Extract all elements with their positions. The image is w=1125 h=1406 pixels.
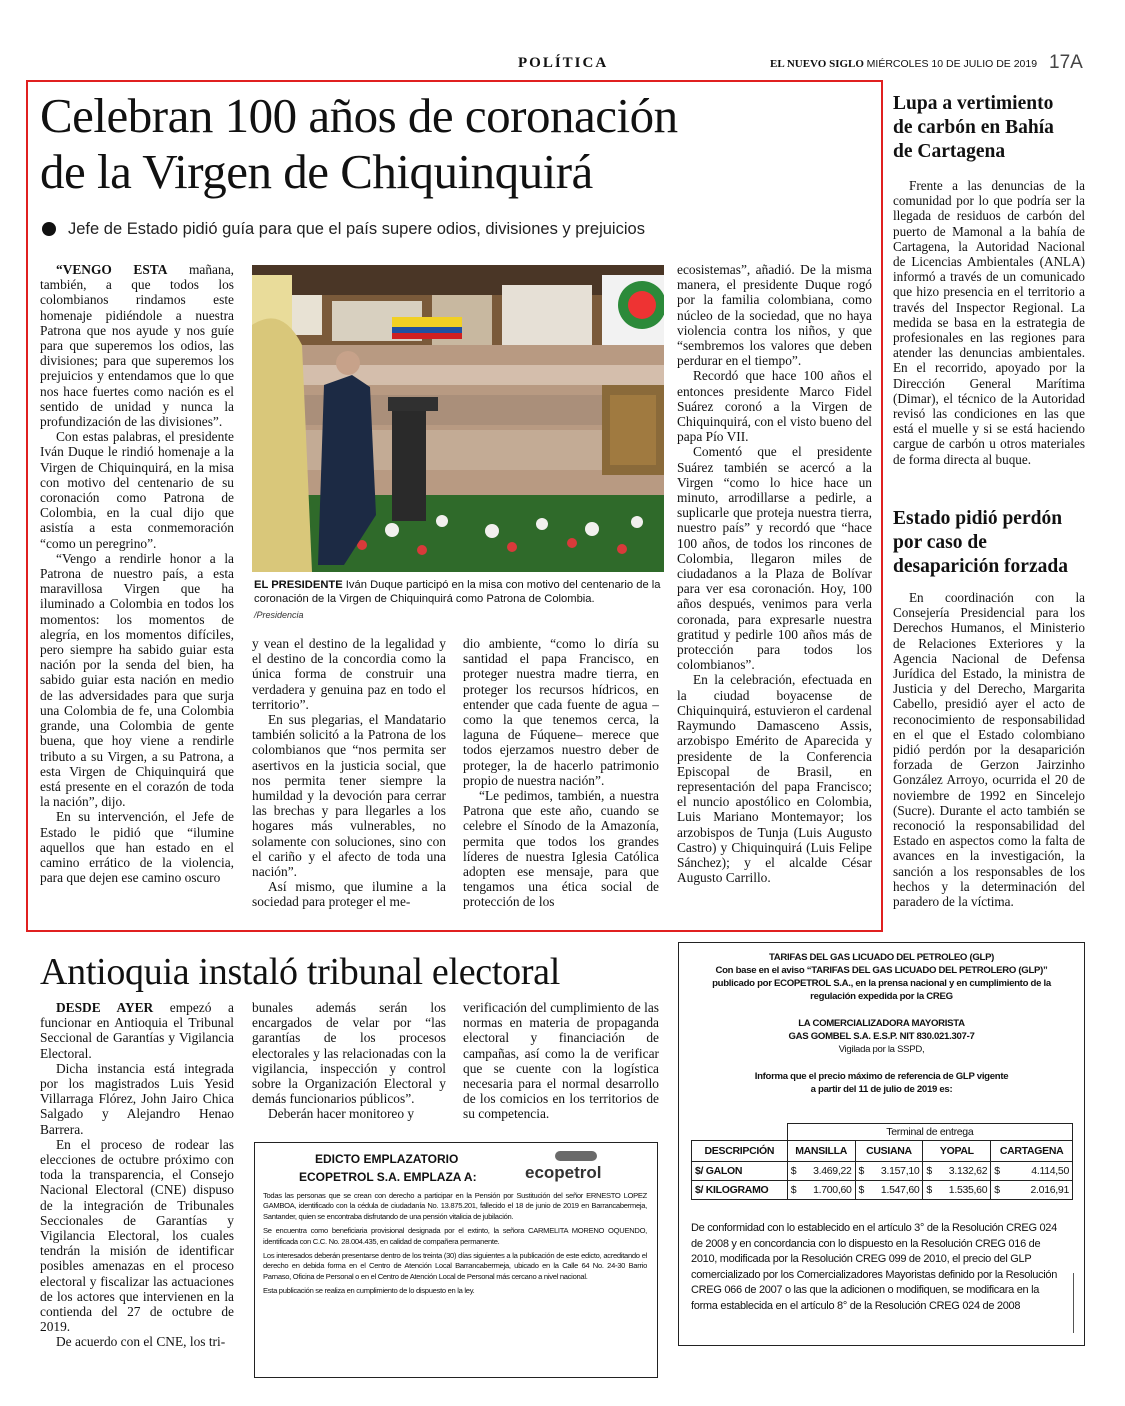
paragraph: ecosistemas”, añadió. De la misma manera, el presidente Duque rogó por la familia colombiana, como núcleo de la sociedad, que no haya violencia contra los niños, y que “sembremos los valores que deben perdurar en el tiempo”. <box>677 262 872 369</box>
main-photo <box>252 265 664 572</box>
table-header-cell: DESCRIPCIÓN <box>692 1141 788 1162</box>
table-cell: 3.157,10 <box>869 1162 923 1181</box>
paragraph: En el proceso de rodear las elecciones de octubre próximo con toda la transparencia, el Consejo Nacional Electoral (CNE) dispuso de la integración de Tribunales Seccionales de Garantías y Vigilancia Electoral, los cuales tendrán la misión de identificar posibles amenazas en el proceso electoral y fiscalizar las actuaciones de los actores que intervienen en la contienda del 27 de octubre de 2019. <box>40 1136 234 1335</box>
table-row <box>692 1162 1073 1181</box>
page-date: MIÉRCOLES 10 DE JULIO DE 2019 <box>866 58 1038 70</box>
table-header-cell: YOPAL <box>923 1141 991 1162</box>
sidebar-heading-2: Estado pidió perdón por caso de desaparición forzada <box>893 508 1068 577</box>
glp-ad-box <box>678 942 1085 1346</box>
paragraph: “Le pedimos, también, a nuestra Patrona que este año, cuando se celebre el Sínodo de la Amazonía, permita que todos los grandes líderes de nuestra Iglesia Católica adopten ese mensaje, para que tengamos una ética social de protección de los <box>463 788 659 910</box>
second-col-1 <box>40 1000 234 1350</box>
page-number: 17A <box>1049 52 1083 73</box>
paragraph: “Vengo a rendirle honor a la Patrona de nuestro país, a esta maravillosa Virgen que ha iluminado a Colombia en todos los momentos: los momentos de alegría, en los momentos difíciles, pero siempre ha sabido guiar esta nación por la senda del bien, ha sabido guiar esta nación en medio de las adversidades para que surja una Colombia de fe, una Colombia grande, una Colombia de gente buena, que hoy viene a rendirle tributo a su Virgen, a su Patrona, a esta Virgen de Chiquinquirá que está presente en el corazón de toda la nación”, dijo. <box>40 550 234 810</box>
paragraph: bunales además serán los encargados de velar por “las garantías de los procesos electorales y las relacionadas con la vigilancia, inspección y control sobre la Organización Electoral y demás funcionarios públicos”. <box>252 1000 446 1107</box>
second-col-2 <box>252 1000 446 1122</box>
edicto-body <box>263 1191 647 1297</box>
sidebar-body-2 <box>893 590 1085 909</box>
paragraph: Dicha instancia está integrada por los magistrados Luis Yesid Villarraga Flórez, John Jairo Chica Salgado y Alejandro Henao Barrera. <box>40 1060 234 1137</box>
section-label: POLÍTICA <box>518 55 609 71</box>
glp-inform-2: a partir del 11 de julio de 2019 es: <box>810 1084 953 1095</box>
paragraph: En sus plegarias, el Mandatario también solicitó a la Patrona de los colombianos que “nos permita ser asertivos en la justicia social, que nos permita tener siempre la humildad y la devoción para cerrar las brechas y para llegarles a los hogares más vulnerables, no solamente con soluciones, sino con el cariño y el afecto de toda una nación”. <box>252 712 446 880</box>
title-line-1: Celebran 100 años de coronación <box>40 88 678 143</box>
glp-intro-1: Con base en el aviso “TARIFAS DEL GAS LICUADO DEL PETROLERO (GLP)” <box>715 965 1048 976</box>
paragraph: verificación del cumplimiento de las normas en materia de propaganda electoral y financiación de campañas, así como la de verificar que se cuente con la logística necesaria para el normal desarrollo de los comicios en los territorios de su competencia. <box>463 1000 659 1122</box>
bullet-icon <box>42 222 56 236</box>
sidebar-body-1 <box>893 178 1085 467</box>
ecopetrol-logo <box>525 1163 602 1183</box>
edicto-box <box>254 1142 658 1378</box>
glp-intro-2: publicado por ECOPETROL S.A., en la prensa nacional y en cumplimiento de la <box>712 978 1051 989</box>
glp-intro-3: regulación expedida por la CREG <box>810 991 953 1002</box>
paragraph: Todas las personas que se crean con derecho a participar en la Pensión por Sustitución del señor ERNESTO LOPEZ GAMBOA, identificado con la cédula de ciudadanía No. 13.875.201, fallecido el 18 de junio de 2019 en Barrancabermeja, Santander, quien se encontraba disfrutando de una pensión vitalicia de jubilación. <box>263 1191 647 1221</box>
main-article-subtitle <box>42 220 645 239</box>
paragraph: empezó a funcionar en Antioquia el Tribunal Seccional de Garantías y Vigilancia Electoral. <box>40 1000 234 1061</box>
paragraph: dio ambiente, “como lo diría su santidad el papa Francisco, en proteger nuestra madre tierra, en proteger los recursos hídricos, en entender que cada fuente de agua –como la que tenemos cerca, la laguna de Fúquene– merece que todos ejerzamos nuestro deber de proteger, la de hacerlo patrimonio propio de nuestra nación”. <box>463 636 659 788</box>
table-cell: $ <box>855 1162 869 1181</box>
table-cell: 1.535,60 <box>937 1181 991 1200</box>
glp-inform-1: Informa que el precio máximo de referencia de GLP vigente <box>754 1071 1009 1082</box>
table-cell: $ <box>923 1181 937 1200</box>
table-cell: 1.700,60 <box>802 1181 856 1200</box>
title-line-2: de la Virgen de Chiquinquirá <box>40 144 593 199</box>
sidebar-heading-1: Lupa a vertimiento de carbón en Bahía de Cartagena <box>893 93 1054 162</box>
paragraph: En la celebración, efectuada en la ciudad boyacense de Chiquinquirá, estuvieron el cardenal Raymundo Damasceno Assis, arzobispo Emérito de Aparecida y presidente de la Conferencia Episcopal de Brasil, en representación del papa Francisco; el nuncio apostólico en Colombia, Luis Mariano Montemayor; los arzobispos de Tunja (Luis Augusto Castro) y Chiquinquirá (Luis Felipe Sánchez); y el alcalde César Augusto Carrillo. <box>677 672 872 886</box>
main-col-4 <box>677 262 872 885</box>
paragraph: Recordó que hace 100 años el entonces presidente Marco Fidel Suárez coronó a la Virgen de Chiquinquirá, con el visto bueno del papa Pío VII. <box>677 368 872 445</box>
table-group-header: Terminal de entrega <box>787 1124 1072 1141</box>
paragraph: Así mismo, que ilumine a la sociedad para proteger el me- <box>252 879 446 910</box>
caption-lead: EL PRESIDENTE <box>254 579 343 591</box>
table-header-cell: CARTAGENA <box>991 1141 1073 1162</box>
masthead-line <box>770 58 1037 70</box>
glp-price-table <box>691 1123 1073 1200</box>
paragraph: En coordinación con la Consejería Presidencial para los Derechos Humanos, el Ministerio de Relaciones Exteriores y la Agencia Nacional de Defensa Jurídica del Estado, la ministra de Justicia y del Derecho, Margarita Cabello, presidió ayer el acto de reconocimiento de responsabilidad en el que el Estado colombiano pidió perdón por la desaparición forzada de Gerzon Jairzinho González Arroyo, ocurrida el 20 de noviembre de 1992 en Sincelejo (Sucre). Durante el acto también se reconoció la responsabilidad del Estado en aspectos como la falta de avances en la investigación, la sanción a los responsables de los hechos y la determinación del paradero de la víctima. <box>893 590 1085 910</box>
paragraph: y vean el destino de la legalidad y el destino de la concordia como la única forma de construir una verdadera y genuina paz en todo el territorio”. <box>252 636 446 712</box>
glp-title: TARIFAS DEL GAS LICUADO DEL PETROLEO (GLP) <box>768 952 995 963</box>
main-col-2 <box>252 636 446 910</box>
table-cell: 1.547,60 <box>869 1181 923 1200</box>
paragraph: mañana, también, a que todos los colombianos rindamos este homenaje pidiéndole a nuestra Patrona que nos ayude y nos guíe para que superemos los odios, las divisiones; para que superemos los prejuicios y entendamos que lo que nos hace fuertes como nación es el sentido de unidad y nunca la profundización de las divisiones”. <box>40 262 234 430</box>
main-col-1 <box>40 262 234 885</box>
table-row <box>692 1181 1073 1200</box>
table-cell: 2.016,91 <box>1008 1181 1073 1200</box>
photo-credit: /Presidencia <box>254 610 304 620</box>
paragraph: De acuerdo con el CNE, los tri- <box>56 1334 226 1350</box>
table-cell: 3.132,62 <box>937 1162 991 1181</box>
edicto-title-1: EDICTO EMPLAZATORIO <box>315 1152 459 1166</box>
side-mark <box>1073 1273 1080 1333</box>
edicto-title-2: ECOPETROL S.A. EMPLAZA A: <box>299 1170 477 1184</box>
table-header-cell: MANSILLA <box>787 1141 855 1162</box>
table-cell: $/ GALON <box>692 1162 788 1181</box>
glp-vigilada: Vigilada por la SSPD, <box>838 1044 925 1055</box>
table-cell: $ <box>855 1181 869 1200</box>
glp-company-2: GAS GOMBEL S.A. E.S.P. NIT 830.021.307-7 <box>788 1031 975 1042</box>
paragraph: Con estas palabras, el presidente Iván Duque le rindió homenaje a la Virgen de Chiquinquirá, en la misa con motivo del centenario de su coronación como Patrona de Colombia, en la cual dijo que asistía a esta conmemoración “como un peregrino”. <box>40 429 234 551</box>
paragraph: Se encuentra como beneficiaria provisional designada por el extinto, la señora CARMELITA MORENO OQUENDO, identificada con C.C. No. 28.004.435, en calidad de compañera permanente. <box>263 1226 647 1246</box>
paragraph: Frente a las denuncias de la comunidad por lo que podría ser la llegada de residuos de carbón del puerto de Mamonal a la bahía de Cartagena, la Autoridad Nacional de Licencias Ambientales (ANLA) informó a través de un comunicado que hizo presencia en el territorio a través del Inspector Regional. La medida se basa en la estrategia de profesionales en las regiones para atender las denuncias ambientales. En el recorrido, apoyado por la Dirección General Marítima (Dimar), el técnico de la Autoridad revisó las condiciones en las que está el muelle y si se está haciendo cargue de carbón u otros materiales de forma directa al buque. <box>893 178 1085 467</box>
photo-caption <box>254 578 662 606</box>
caption-text: Iván Duque participó en la misa con motivo del centenario de la coronación de la Virgen de Chiquinquirá como Patrona de Colombia. <box>254 579 661 605</box>
glp-header <box>679 951 1084 1096</box>
paragraph: Esta publicación se realiza en cumplimiento de lo dispuesto en la ley. <box>263 1286 475 1296</box>
table-cell: $ <box>991 1162 1008 1181</box>
table-cell: 4.114,50 <box>1008 1162 1073 1181</box>
paragraph: Deberán hacer monitoreo y <box>268 1106 415 1122</box>
paragraph: En su intervención, el Jefe de Estado le pidió que “ilumine aquellos que han estado en el camino errático de la violencia, para que dejen ese camino oscuro <box>40 809 234 886</box>
photo-illustration <box>252 265 664 572</box>
glp-company-1: LA COMERCIALIZADORA MAYORISTA <box>798 1018 965 1029</box>
main-article-title <box>40 88 678 200</box>
table-cell: 3.469,22 <box>802 1162 856 1181</box>
lead-in: DESDE AYER <box>56 1000 154 1015</box>
paper-name: EL NUEVO SIGLO <box>770 58 864 70</box>
main-col-3 <box>463 636 659 910</box>
table-cell: $ <box>787 1181 801 1200</box>
paragraph: Los interesados deberán presentarse dentro de los treinta (30) días siguientes a la publicación de este edicto, acreditando el derecho en debida forma en el Centro de Atención Local Barrancabermeja, ubicado en la Calle 64 No. 24-30 Barrio Parnaso, Oficina de Personal o en el Centro de Atención Local de Personal más cercano a nivel nacional. <box>263 1251 647 1281</box>
table-cell: $ <box>991 1181 1008 1200</box>
subtitle-text: Jefe de Estado pidió guía para que el país supere odios, divisiones y prejuicios <box>68 220 645 238</box>
iguana-icon <box>555 1151 597 1161</box>
glp-footer: De conformidad con lo establecido en el artículo 3° de la Resolución CREG 024 de 2008 y en concordancia con lo dispuesto en la Resolución CREG 016 de 2010, modificada por la Resolución CREG 099 de 2010, el precio del GLP comercializado por los Comercializadores Mayoristas definido por la Resolución CREG 066 de 2007 o las que la adicionen o modifiquen, se modificara en la forma establecida en el artículo 8° de la Resolución CREG 024 de 2008 <box>691 1222 1058 1312</box>
table-corner <box>692 1124 788 1141</box>
logo-text: ecopetrol <box>525 1163 602 1182</box>
table-header-cell: CUSIANA <box>855 1141 923 1162</box>
paragraph: Comentó que el presidente Suárez también se acercó a la Virgen “como lo hice hace un minuto, arrodillarse a pedirle, a suplicarle que proteja nuestra tierra, nuestro país” y recordó que “hace 100 años, de todos los rincones de Colombia, llegaron miles de ciudadanos a la Plaza de Bolívar para ver esa coronación. Hoy, 100 años después, venimos para verla coronada, para expresarle nuestra gratitud y pedirle 100 años más de protección para todos los colombianos”. <box>677 444 872 673</box>
table-cell: $ <box>923 1162 937 1181</box>
lead-in: “VENGO ESTA <box>56 262 168 277</box>
table-cell: $ <box>787 1162 801 1181</box>
second-article-title: Antioquia instaló tribunal electoral <box>40 951 560 993</box>
second-col-3 <box>463 1000 659 1122</box>
table-cell: $/ KILOGRAMO <box>692 1181 788 1200</box>
